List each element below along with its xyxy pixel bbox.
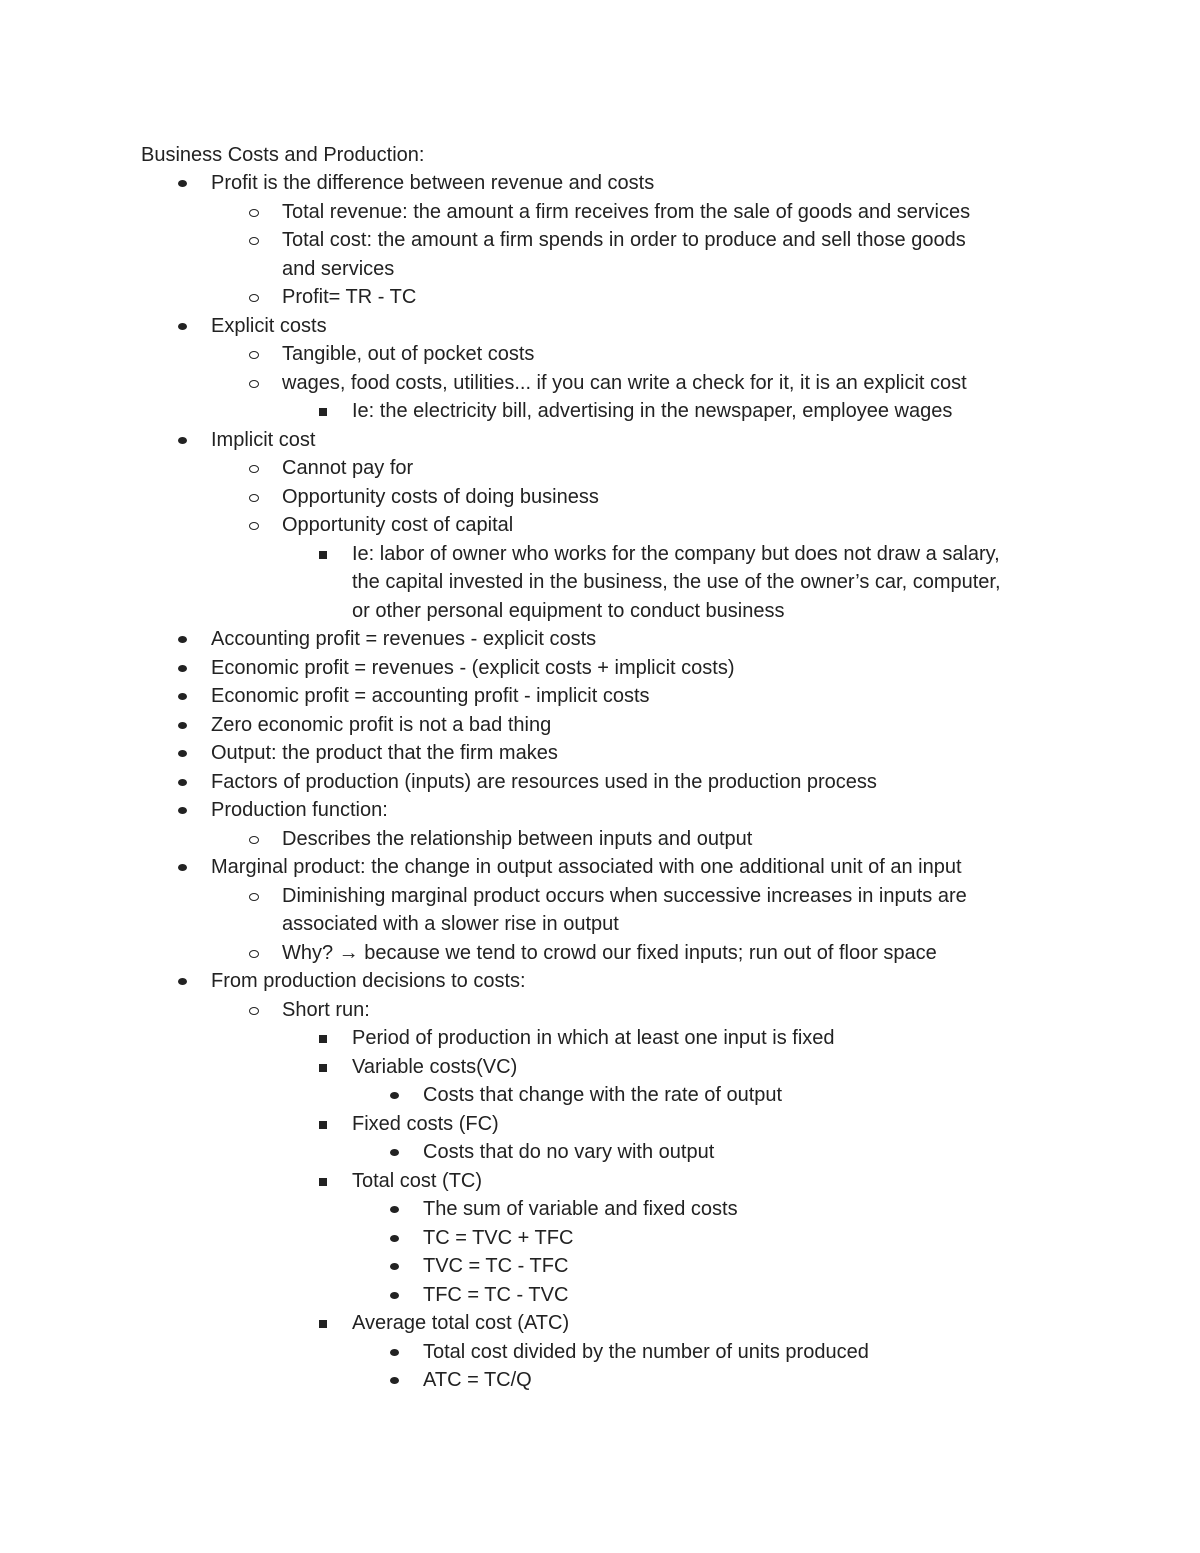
square-bullet-icon [319,1121,327,1129]
list-item: Short run: [282,999,370,1021]
list-item: Total cost divided by the number of units produced [423,1341,869,1363]
list-item: Diminishing marginal product occurs when successive increases in inputs are [282,885,967,907]
list-item: Economic profit = revenues - (explicit costs + implicit costs) [211,657,735,679]
list-item: Period of production in which at least one input is fixed [352,1027,835,1049]
list-item: Output: the product that the firm makes [211,742,558,764]
list-item: Marginal product: the change in output associated with one additional unit of an input [211,856,962,878]
list-item: Total cost (TC) [352,1170,483,1192]
list-item-continuation: or other personal equipment to conduct business [352,600,785,622]
list-item: Cannot pay for [282,457,414,479]
circle-bullet-icon [249,209,259,217]
list-item: Opportunity cost of capital [282,514,514,536]
list-item: TC = TVC + TFC [423,1227,574,1249]
circle-bullet-icon [249,522,259,530]
disc-bullet-icon [178,779,187,786]
list-item: Tangible, out of pocket costs [282,343,535,365]
list-item: Economic profit = accounting profit - implicit costs [211,685,650,707]
square-bullet-icon [319,1035,327,1043]
list-item: Profit= TR - TC [282,286,417,308]
disc-bullet-icon [390,1263,399,1270]
list-item: Why? → because we tend to crowd our fixed inputs; run out of floor space [282,942,937,964]
list-item: Costs that change with the rate of output [423,1084,783,1106]
list-item: The sum of variable and fixed costs [423,1198,738,1220]
document-title: Business Costs and Production: [141,144,425,166]
circle-bullet-icon [249,893,259,901]
list-item: Explicit costs [211,315,327,337]
list-item: TFC = TC - TVC [423,1284,569,1306]
circle-bullet-icon [249,294,259,302]
square-bullet-icon [319,1320,327,1328]
square-bullet-icon [319,1064,327,1072]
list-item-continuation: and services [282,258,395,280]
disc-bullet-icon [178,750,187,757]
list-item: wages, food costs, utilities... if you can write a check for it, it is an explicit cost [282,372,967,394]
square-bullet-icon [319,1178,327,1186]
disc-bullet-icon [178,864,187,871]
disc-bullet-icon [178,323,187,330]
disc-bullet-icon [390,1377,399,1384]
list-item: ATC = TC/Q [423,1369,532,1391]
disc-bullet-icon [178,636,187,643]
list-item: Total revenue: the amount a firm receives from the sale of goods and services [282,201,971,223]
list-item-continuation: associated with a slower rise in output [282,913,619,935]
disc-bullet-icon [178,807,187,814]
list-item: From production decisions to costs: [211,970,526,992]
disc-bullet-icon [390,1092,399,1099]
list-item: Opportunity costs of doing business [282,486,599,508]
disc-bullet-icon [390,1149,399,1156]
circle-bullet-icon [249,950,259,958]
circle-bullet-icon [249,351,259,359]
disc-bullet-icon [178,693,187,700]
circle-bullet-icon [249,237,259,245]
list-item: TVC = TC - TFC [423,1255,569,1277]
list-item: Fixed costs (FC) [352,1113,499,1135]
list-item: Costs that do no vary with output [423,1141,715,1163]
circle-bullet-icon [249,380,259,388]
list-item: Implicit cost [211,429,316,451]
disc-bullet-icon [178,978,187,985]
disc-bullet-icon [178,722,187,729]
disc-bullet-icon [390,1206,399,1213]
list-item: Profit is the difference between revenue and costs [211,172,655,194]
list-item: Variable costs(VC) [352,1056,518,1078]
disc-bullet-icon [178,180,187,187]
disc-bullet-icon [390,1235,399,1242]
list-item: Zero economic profit is not a bad thing [211,714,552,736]
list-item: Production function: [211,799,388,821]
disc-bullet-icon [178,437,187,444]
circle-bullet-icon [249,465,259,473]
circle-bullet-icon [249,494,259,502]
list-item: Ie: the electricity bill, advertising in the newspaper, employee wages [352,400,953,422]
list-item: Ie: labor of owner who works for the company but does not draw a salary, [352,543,1000,565]
list-item: Average total cost (ATC) [352,1312,570,1334]
circle-bullet-icon [249,1007,259,1015]
disc-bullet-icon [390,1349,399,1356]
square-bullet-icon [319,551,327,559]
list-item: Accounting profit = revenues - explicit costs [211,628,597,650]
list-item: Total cost: the amount a firm spends in order to produce and sell those goods [282,229,966,251]
disc-bullet-icon [390,1292,399,1299]
circle-bullet-icon [249,836,259,844]
square-bullet-icon [319,408,327,416]
list-item: Factors of production (inputs) are resources used in the production process [211,771,877,793]
list-item: Describes the relationship between inputs and output [282,828,753,850]
disc-bullet-icon [178,665,187,672]
list-item-continuation: the capital invested in the business, the use of the owner’s car, computer, [352,571,1001,593]
